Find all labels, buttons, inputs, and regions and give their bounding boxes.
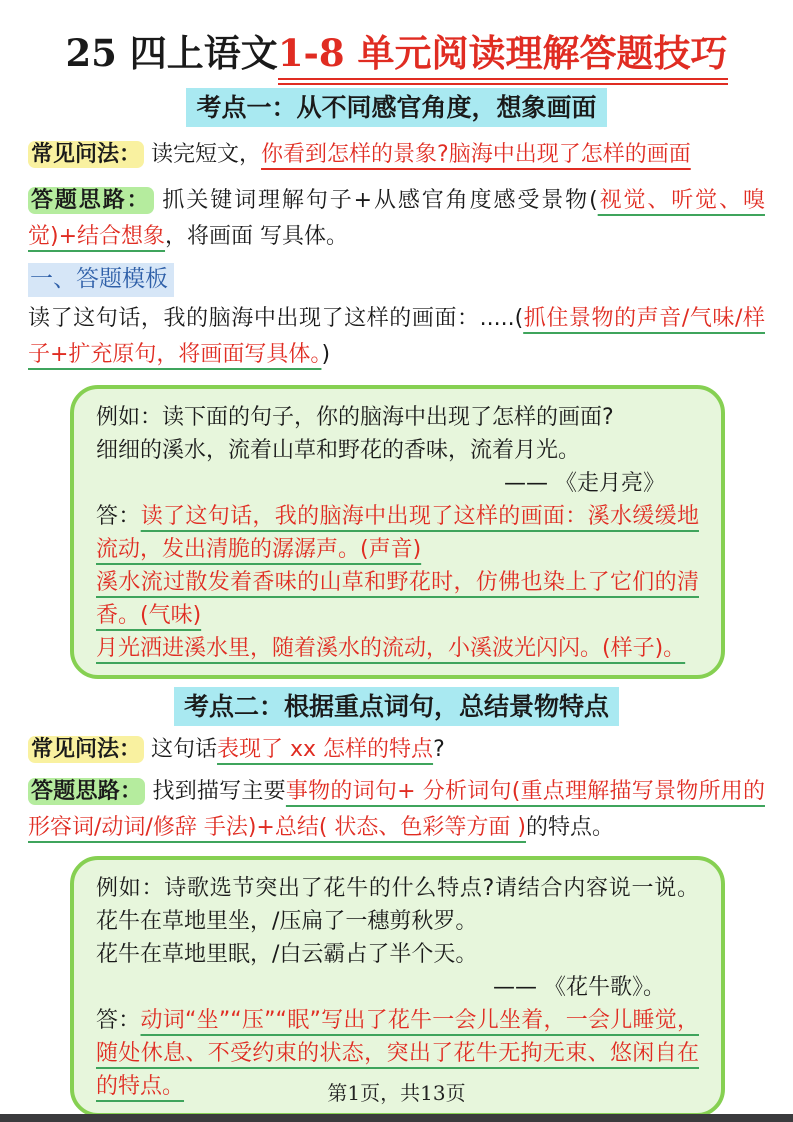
template-red-text: 抓住景物的声音/气味/样子+扩充原句，将画面写具体。 <box>28 306 765 368</box>
page-title-red-underlined: 1-8 单元阅读理解答题技巧 <box>278 31 728 85</box>
example1-answer-sound: 读了这句话，我的脑海中出现了这样的画面：溪水缓缓地流动，发出清脆的潺潺声。(声音) <box>96 504 699 563</box>
answer-approach-text1: 抓关键词理解句子+从感官角度感受景物( <box>162 188 598 214</box>
answer-approach-red-text-2: 事物的词句+ 分析词句(重点理解描写景物所用的形容词/动词/修辞 手法)+总结( 状态、色彩等方面 ) <box>28 779 765 841</box>
answer-approach-text1-2: 找到描写主要 <box>152 779 286 805</box>
section1-template-sentence <box>28 301 765 373</box>
section1-answer-approach <box>28 183 765 255</box>
example1-answer-2 <box>96 566 699 632</box>
page-number: 第1页，共13页 <box>327 1081 466 1105</box>
template-text2: ) <box>321 342 331 368</box>
answer-approach-label-2: 答题思路： <box>28 778 145 805</box>
section2-common-question <box>28 732 765 768</box>
section1-common-question <box>28 137 765 173</box>
example1-answer-3 <box>96 632 699 665</box>
example1-question-line2: 细细的溪水，流着山草和野花的香味，流着月光。 <box>96 438 581 464</box>
example1-source: —— 《走月亮》 <box>504 471 665 497</box>
section2-answer-approach <box>28 774 765 846</box>
example2-answer-text: 动词“坐”“压”“眠”写出了花牛一会儿坐着，一会儿睡觉，随处休息、不受约束的状态，突出了花牛无拘无束、悠闲自在的特点。 <box>96 1008 699 1100</box>
example2-answer-label: 答： <box>96 1008 141 1034</box>
template-text1: 读了这句话，我的脑海中出现了这样的画面：.....( <box>28 306 524 332</box>
example2-question-line1: 例如：诗歌选节突出了花牛的什么特点?请结合内容说一说。花牛在草地里坐，/压扁了一穗剪秋罗。 <box>96 876 699 935</box>
section1-heading <box>28 88 765 127</box>
section2-heading-text: 考点二：根据重点词句，总结景物特点 <box>174 687 619 726</box>
common-question-label-2: 常见问法： <box>28 736 144 763</box>
answer-approach-text2: ，将画面 写具体。 <box>165 224 349 250</box>
common-question-label: 常见问法： <box>28 141 144 168</box>
example1-answer-label: 答： <box>96 504 141 530</box>
answer-approach-red-text: 视觉、听觉、嗅觉)+结合想象 <box>28 188 765 250</box>
common-question-red-text-2: 表现了 xx 怎样的特点 <box>217 737 434 763</box>
section1-example-box <box>70 385 725 679</box>
common-question-text2-2: ? <box>433 737 445 763</box>
example2-question-line2: 花牛在草地里眠，/白云霸占了半个天。 <box>96 942 478 968</box>
common-question-text: 读完短文， <box>151 142 262 168</box>
example2-source: —— 《花牛歌》。 <box>493 975 665 1001</box>
section1-heading-text: 考点一：从不同感官角度，想象画面 <box>186 88 606 127</box>
example1-answer-smell: 溪水流过散发着香味的山草和野花时，仿佛也染上了它们的清香。(气味) <box>96 570 699 629</box>
answer-approach-label: 答题思路： <box>28 187 154 214</box>
common-question-red-text: 你看到怎样的景象?脑海中出现了怎样的画面 <box>261 142 691 168</box>
page-title-black: 25 四上语文 <box>65 31 278 75</box>
section2-heading <box>28 687 765 726</box>
answer-template-label: 一、答题模板 <box>28 263 174 297</box>
example1-answer-1 <box>96 500 699 566</box>
page-title <box>28 30 765 76</box>
bottom-edge-bar <box>0 1114 793 1122</box>
example1-answer-look: 月光洒进溪水里，随着溪水的流动，小溪波光闪闪。(样子)。 <box>96 636 686 662</box>
example1-question-line1: 例如：读下面的句子，你的脑海中出现了怎样的画面? <box>96 405 614 431</box>
template-label-row <box>28 255 765 297</box>
answer-approach-text2-2: 的特点。 <box>526 815 615 841</box>
common-question-text-2: 这句话 <box>151 737 218 763</box>
